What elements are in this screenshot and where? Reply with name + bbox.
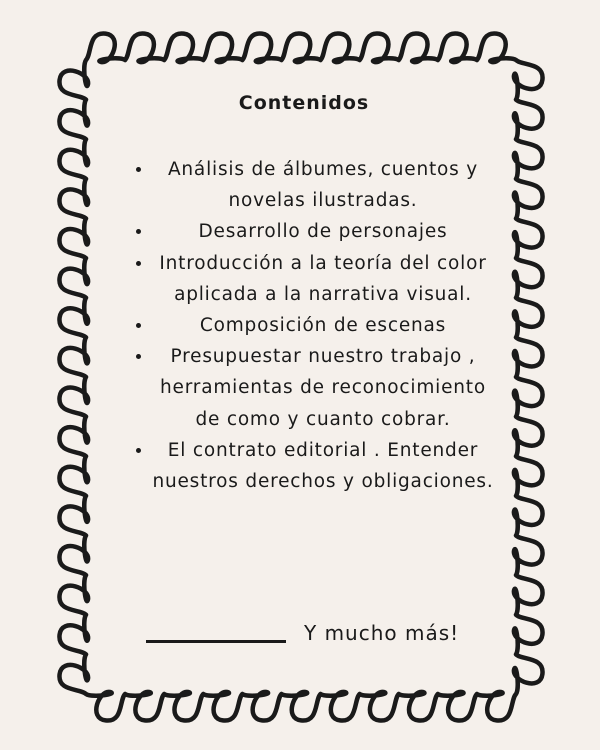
content-panel	[120, 92, 500, 497]
list-item-text: Desarrollo de personajes	[198, 221, 448, 243]
list-item-text: Introducción a la teoría del color aplicada a la narrativa visual.	[159, 252, 487, 305]
footer-text: Y mucho más!	[304, 621, 460, 645]
bullet-icon	[136, 448, 141, 453]
contents-list	[120, 154, 500, 497]
list-item	[120, 216, 500, 247]
list-item	[120, 435, 500, 497]
list-item	[120, 248, 500, 310]
list-item	[120, 310, 500, 341]
list-item-text: Presupuestar nuestro trabajo , herramientas de reconocimiento de como y cuanto cobrar.	[160, 346, 486, 430]
contents-title: Contenidos	[238, 92, 370, 114]
underline-blank	[146, 640, 286, 643]
bullet-icon	[136, 229, 141, 234]
list-item-text: Composición de escenas	[199, 315, 447, 337]
bullet-icon	[136, 167, 141, 172]
bullet-icon	[136, 261, 141, 266]
list-item-text: El contrato editorial . Entender nuestros derechos y obligaciones.	[152, 439, 494, 493]
bullet-icon	[136, 354, 141, 359]
list-item	[120, 341, 500, 435]
list-item-text: Análisis de álbumes, cuentos y novelas ilustradas.	[167, 159, 479, 212]
footer-row	[146, 620, 486, 650]
list-item	[120, 154, 500, 216]
bullet-icon	[136, 323, 141, 328]
